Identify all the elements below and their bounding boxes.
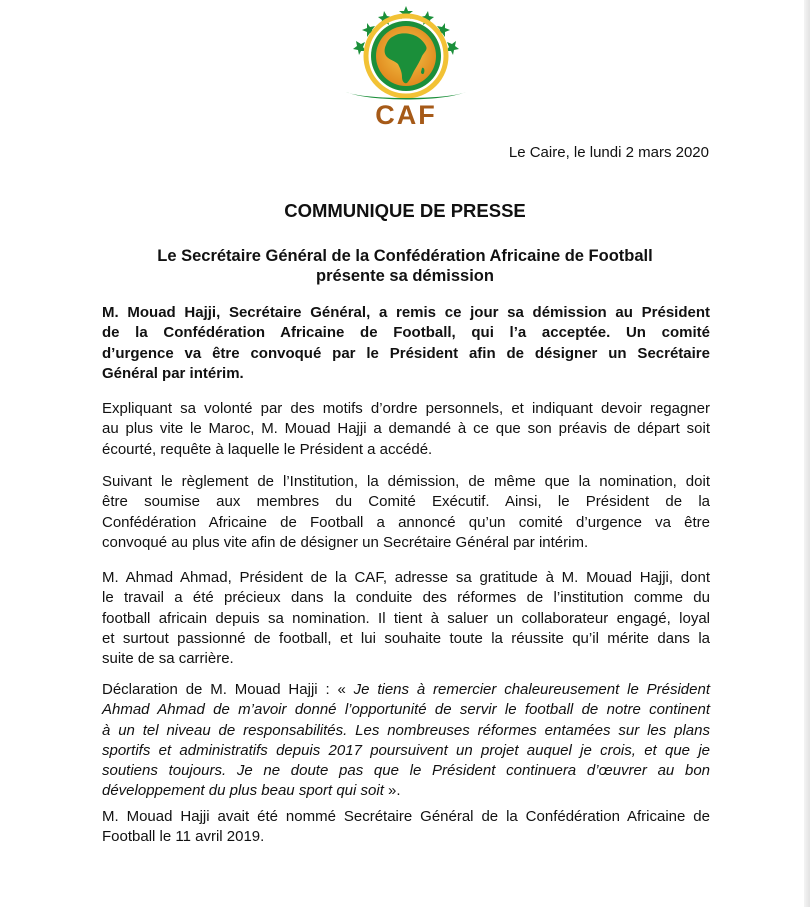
text-line: convoqué au plus vite afin de désigner un Secrétaire Général par intérim. — [102, 533, 589, 551]
text-line: soutiens toujours. Je ne doute pas que le Président continuera d’œuvrer au bon — [102, 762, 710, 780]
text-line: suite de sa carrière. — [102, 650, 234, 668]
caf-emblem-icon — [340, 4, 472, 104]
text-line: et surtout passionné de football, et lui souhaite toute la réussite qu’il mérite dans la — [102, 629, 710, 647]
paragraph-procedure — [102, 472, 710, 553]
dateline: Le Caire, le lundi 2 mars 2020 — [508, 144, 709, 161]
text-line: d’urgence va être convoqué par le Président afin de désigner un Secrétaire — [102, 344, 710, 362]
text-line: M. Ahmad Ahmad, Président de la CAF, adresse sa gratitude à M. Mouad Hajji, dont — [102, 569, 710, 586]
subheading-line: Le Secrétaire Général de la Confédération Africaine de Football — [157, 247, 653, 265]
page-title: COMMUNIQUE DE PRESSE — [284, 200, 526, 221]
text-line: au plus vite le Maroc, M. Mouad Hajji a demandé à ce que son préavis de départ soit — [102, 420, 710, 438]
text-line: Expliquant sa volonté par des motifs d’ordre personnels, et indiquant devoir regagner — [102, 400, 710, 417]
paragraph-appointment — [102, 807, 710, 848]
paragraph-gratitude — [102, 568, 710, 669]
subheading — [0, 246, 810, 286]
text-line: sportifs et administratifs depuis 2017 poursuivent un projet auquel je crois, et que je — [102, 741, 710, 759]
text-line: Ahmad Ahmad de m’avoir donné l’opportunité de servir le football de notre continent — [102, 701, 710, 719]
text-line: être soumise aux membres du Comité Exécutif. Ainsi, le Président de la — [102, 493, 710, 511]
text-line: écourté, requête à laquelle le Président a accédé. — [102, 440, 433, 458]
text-line: de la Confédération Africaine de Football, qui l’a acceptée. Un comité — [102, 324, 710, 342]
statement-lead: Déclaration de M. Mouad Hajji : « — [102, 681, 354, 698]
text-line: Suivant le règlement de l’Institution, la démission, de même que la nomination, doit — [102, 473, 710, 490]
text-line: M. Mouad Hajji avait été nommé Secrétaire Général de la Confédération Africaine de — [102, 808, 710, 825]
statement-close: ». — [383, 782, 401, 800]
text-line: Général par intérim. — [102, 364, 244, 382]
text-line — [102, 781, 710, 801]
caf-logo — [340, 4, 472, 138]
subheading-line: présente sa démission — [316, 267, 494, 285]
paragraph-reasons — [102, 399, 710, 460]
statement-quote: développement du plus beau sport qui soit — [102, 782, 384, 800]
text-line: Confédération Africaine de Football a annoncé qu’un comité d’urgence va être — [102, 513, 710, 531]
text-line: M. Mouad Hajji, Secrétaire Général, a remis ce jour sa démission au Président — [102, 304, 710, 321]
text-line: football africain depuis sa nomination. Il tient à saluer un collaborateur engagé, loyal — [102, 609, 710, 627]
text-line: le travail a été précieux dans la conduite des réformes de l’institution comme du — [102, 589, 710, 607]
text-line: Football le 11 avril 2019. — [102, 828, 265, 846]
statement-quote: Je tiens à remercier chaleureusement le Président — [353, 681, 710, 698]
text-line: à un tel niveau de responsabilités. Les nombreuses réformes entamées sur les plans — [102, 721, 710, 739]
page-edge — [804, 0, 810, 907]
paragraph-statement — [102, 680, 710, 802]
text-line — [102, 680, 710, 700]
caf-logo-text: CAF — [375, 100, 437, 130]
paragraph-announcement — [102, 303, 710, 384]
